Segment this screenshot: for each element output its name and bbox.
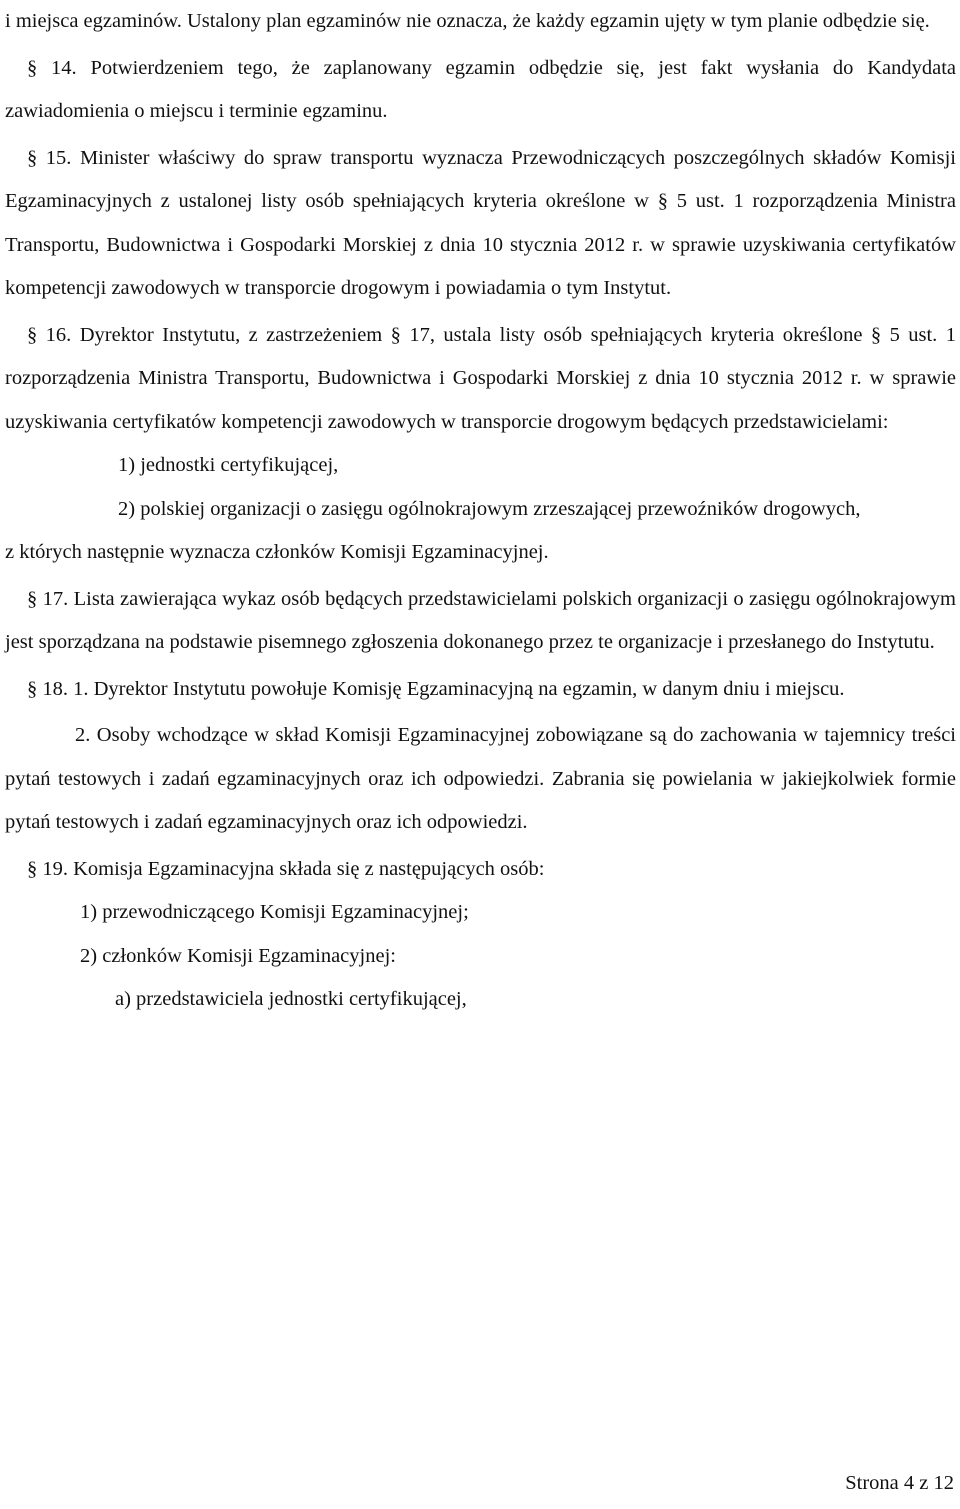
document-page [5,0,956,1022]
paragraph-19-item-1: 1) przewodniczącego Komisji Egzaminacyjnej; [80,901,469,923]
paragraph-19: § 19. Komisja Egzaminacyjna składa się z następujących osób: [27,857,545,880]
paragraph-19-item-2: 2) członków Komisji Egzaminacyjnej: [80,944,396,967]
paragraph-18-2: 2. Osoby wchodzące w skład Komisji Egzaminacyjnej zobowiązane są do zachowania w tajemnicy treści pytań testowych i zadań egzaminacyjnych oraz ich odpowiedzi. Zabrania się powielania w jakiejkolwiek formie pytań testowych i zadań egzaminacyjnych oraz ich odpowiedzi. [5,724,956,833]
paragraph-13-end: i miejsca egzaminów. Ustalony plan egzaminów nie oznacza, że każdy egzamin ujęty w tym planie odbędzie się. [5,10,930,32]
paragraph-19-item-2a: a) przedstawiciela jednostki certyfikującej, [115,988,467,1010]
paragraph-16-item-1: 1) jednostki certyfikującej, [118,454,339,476]
paragraph-18-1: § 18. 1. Dyrektor Instytutu powołuje Komisję Egzaminacyjną na egzamin, w danym dniu i miejscu. [27,677,845,700]
paragraph-16-item-2: 2) polskiej organizacji o zasięgu ogólnokrajowym zrzeszającej przewoźników drogowych, [118,497,861,520]
paragraph-16-end: z których następnie wyznacza członków Komisji Egzaminacyjnej. [5,541,549,563]
page-number-footer: Strona 4 z 12 [845,1472,954,1494]
paragraph-14: § 14. Potwierdzeniem tego, że zaplanowany egzamin odbędzie się, jest fakt wysłania do Kandydata zawiadomienia o miejscu i terminie egzaminu. [5,56,956,122]
paragraph-16: § 16. Dyrektor Instytutu, z zastrzeżeniem § 17, ustala listy osób spełniających kryteria określone § 5 ust. 1 rozporządzenia Ministra Transportu, Budownictwa i Gospodarki Morskiej z dnia 10 stycznia 2012 r. w sprawie uzyskiwania certyfikatów kompetencji zawodowych w transporcie drogowym będących przedstawicielami: [5,323,956,433]
paragraph-15: § 15. Minister właściwy do spraw transportu wyznacza Przewodniczących poszczególnych składów Komisji Egzaminacyjnych z ustalonej listy osób spełniających kryteria określone w § 5 ust. 1 rozporządzenia Ministra Transportu, Budownictwa i Gospodarki Morskiej z dnia 10 stycznia 2012 r. w sprawie uzyskiwania certyfikatów kompetencji zawodowych w transporcie drogowym i powiadamia o tym Instytut. [5,146,956,299]
paragraph-17: § 17. Lista zawierająca wykaz osób będących przedstawicielami polskich organizacji o zasięgu ogólnokrajowym jest sporządzana na podstawie pisemnego zgłoszenia dokonanego przez te organizacje i przesłanego do Instytutu. [5,587,956,653]
